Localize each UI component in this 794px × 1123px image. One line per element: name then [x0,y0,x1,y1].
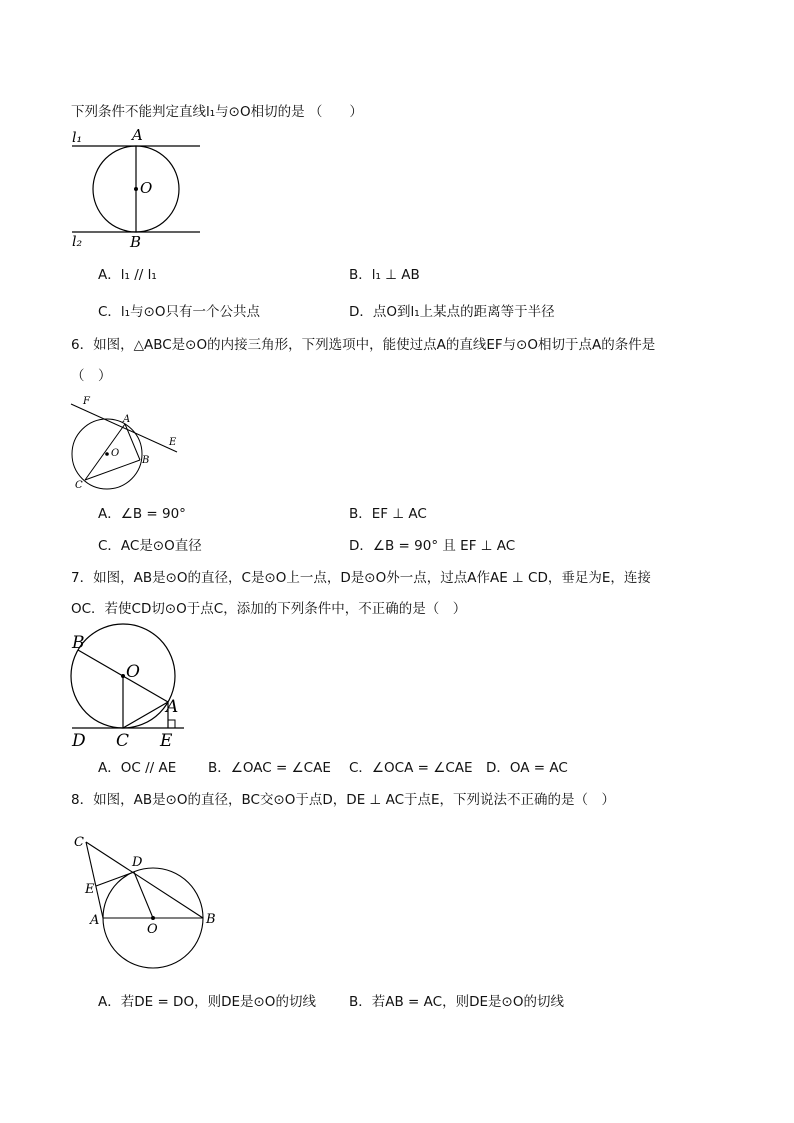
label-c: C [74,835,84,850]
label-b: B [142,455,150,466]
q7-option-b[interactable]: B．∠OAC = ∠CAE [208,760,331,776]
label-a: A [90,913,100,928]
q6-stem-line2: （ ） [71,368,112,384]
label-b: B [72,633,85,653]
q5-option-b[interactable]: B．l₁ ⊥ AB [349,267,420,283]
chord-ca [123,702,168,728]
q7-option-c[interactable]: C．∠OCA = ∠CAE [349,760,473,776]
label-e: E [85,882,95,897]
q6-option-b[interactable]: B．EF ⊥ AC [349,506,427,522]
q8-figure [70,832,220,974]
q6-figure [65,392,185,492]
label-a: A [123,414,131,425]
label-l2: l₂ [72,234,83,250]
right-angle-mark [168,720,175,728]
label-d: D [72,731,86,751]
q5-option-a[interactable]: A．l₁ // l₁ [98,267,157,283]
q5-figure [60,126,220,250]
label-a: A [166,697,179,717]
center-point [121,674,125,678]
label-c: C [116,731,130,751]
label-l1: l₁ [72,130,83,146]
label-f: F [83,396,90,407]
label-o: O [111,448,120,459]
label-e: E [160,731,173,751]
q6-stem-line1: 6．如图，△ABC是⊙O的内接三角形，下列选项中，能使过点A的直线EF与⊙O相切于点A的条件是 [71,337,656,353]
label-b: B [130,233,142,251]
center-point [105,452,109,456]
q6-option-c[interactable]: C．AC是⊙O直径 [98,538,202,554]
q5-option-d[interactable]: D．点O到l₁上某点的距离等于半径 [349,304,555,320]
center-point [134,187,138,191]
label-o: O [140,179,153,197]
side-bc [85,460,140,480]
q8-option-b[interactable]: B．若AB = AC，则DE是⊙O的切线 [349,994,564,1010]
q7-option-d[interactable]: D．OA = AC [486,760,568,776]
tangent-ef [71,404,177,452]
q6-option-a[interactable]: A．∠B = 90° [98,506,186,522]
q7-figure [68,630,188,751]
q7-stem-line1: 7．如图，AB是⊙O的直径，C是⊙O上一点，D是⊙O外一点，过点A作AE ⊥ CD，垂足为E，连接 [71,570,651,586]
label-e: E [169,437,177,448]
q8-stem: 8．如图，AB是⊙O的直径，BC交⊙O于点D，DE ⊥ AC于点E，下列说法不正确的是（ ） [71,792,616,808]
label-c: C [75,480,83,491]
q7-option-a[interactable]: A．OC // AE [98,760,177,776]
label-o: O [126,662,140,682]
q7-stem-line2: OC．若使CD切⊙O于点C，添加的下列条件中，不正确的是（ ） [71,601,467,617]
q8-option-a[interactable]: A．若DE = DO，则DE是⊙O的切线 [98,994,316,1010]
label-a: A [132,126,143,144]
label-d: D [132,855,143,870]
segment-de [96,872,134,886]
label-b: B [206,912,216,927]
q5-option-c[interactable]: C．l₁与⊙O只有一个公共点 [98,304,261,320]
center-point [151,916,155,920]
label-o: O [147,922,158,937]
q5-stem: 下列条件不能判定直线l₁与⊙O相切的是 （ ） [71,104,363,120]
side-ca [86,842,103,918]
q6-option-d[interactable]: D．∠B = 90° 且 EF ⊥ AC [349,538,516,554]
